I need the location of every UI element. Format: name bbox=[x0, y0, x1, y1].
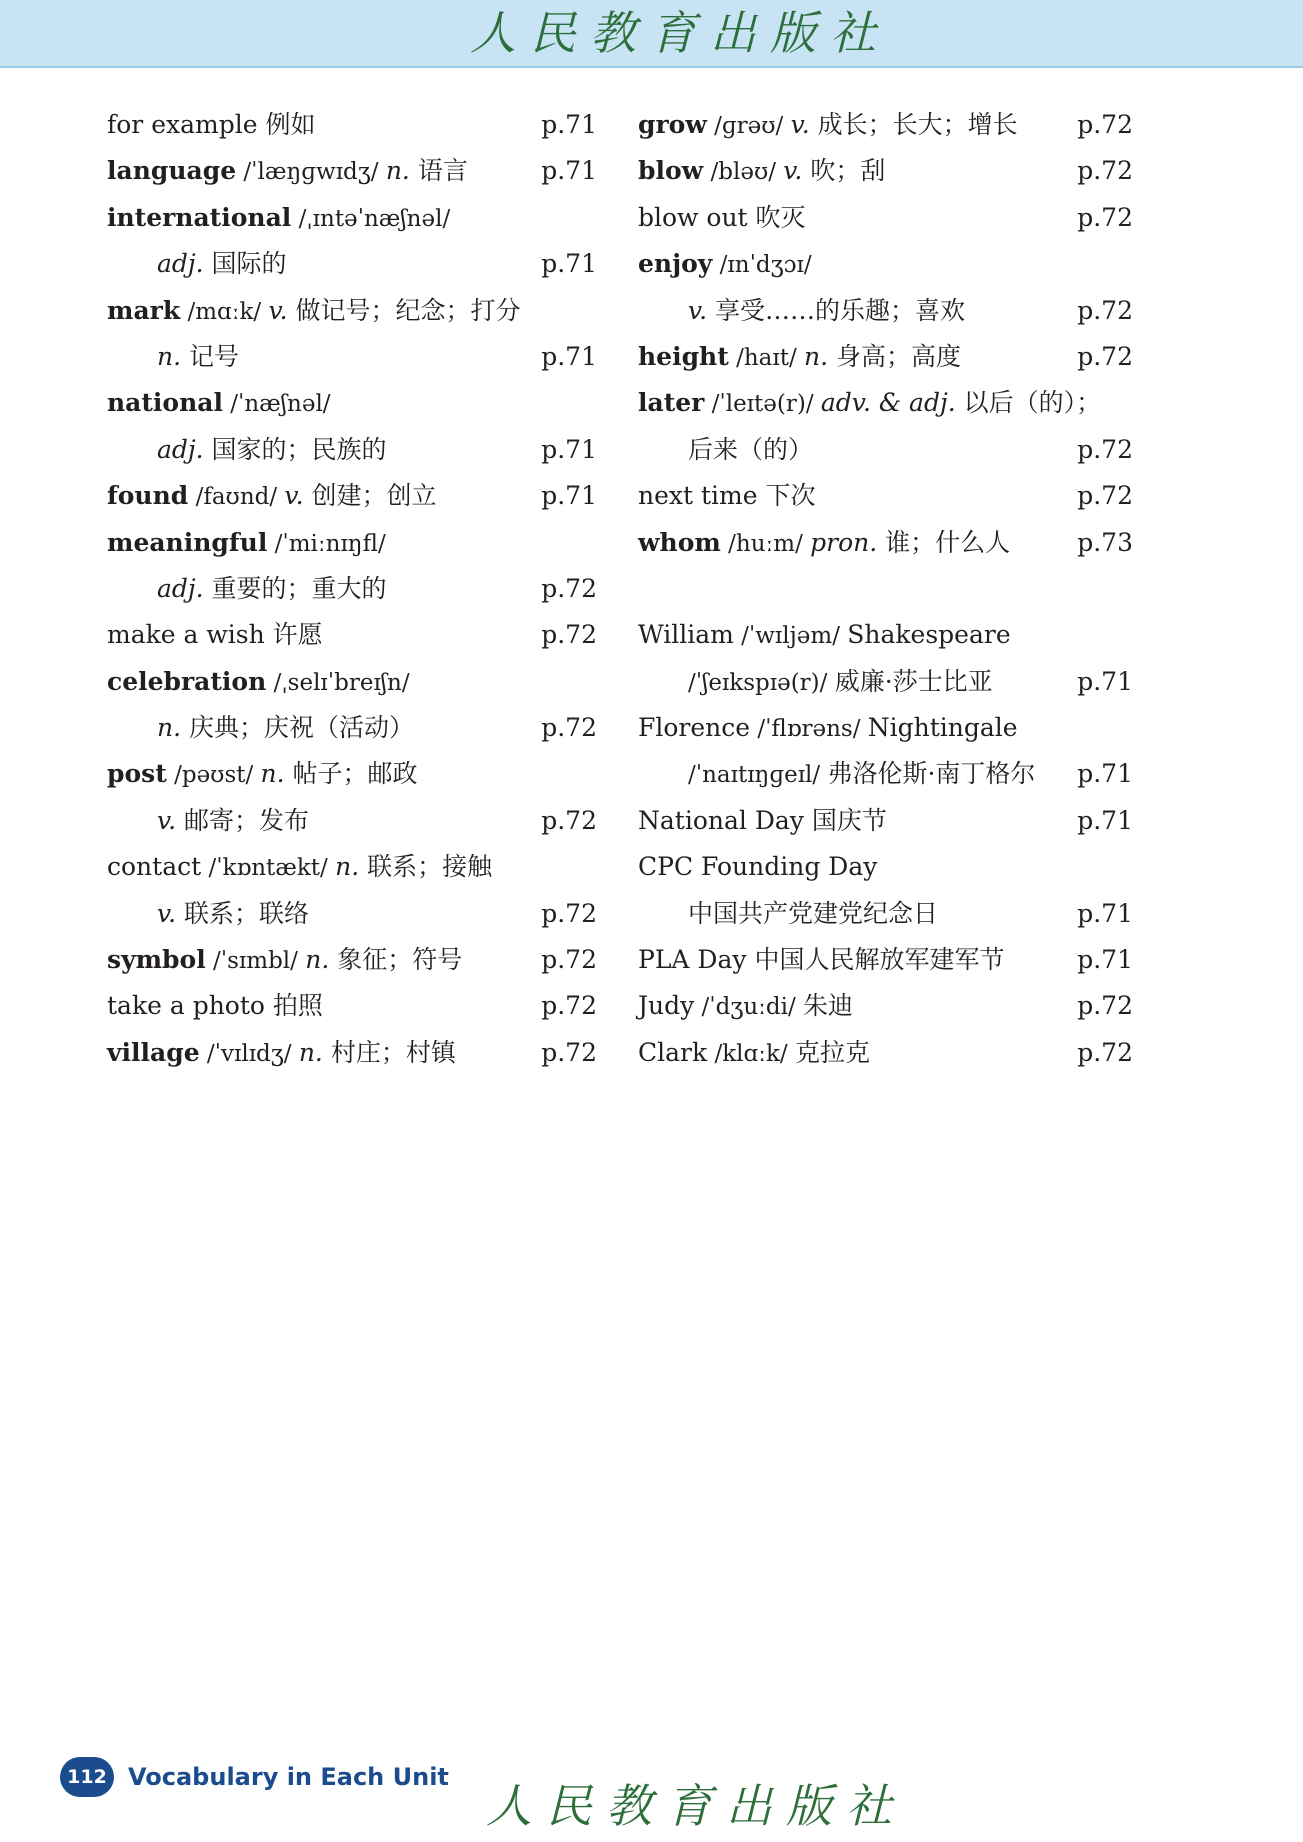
headword: later bbox=[638, 388, 705, 418]
vocab-entry-text bbox=[107, 983, 323, 1029]
part-of-speech: v. bbox=[157, 898, 177, 928]
entry-text: 村庄；村镇 bbox=[322, 1037, 456, 1067]
page-ref: p.71 bbox=[1077, 805, 1133, 835]
page-ref: p.72 bbox=[541, 991, 597, 1021]
vocab-entry-text bbox=[157, 798, 309, 844]
entry-text: 联系；接触 bbox=[359, 852, 493, 882]
vocab-entry bbox=[107, 195, 597, 241]
part-of-speech: v. bbox=[268, 295, 288, 325]
part-of-speech: v. bbox=[284, 481, 304, 511]
vocab-entry bbox=[638, 195, 1133, 241]
vocab-entry-text bbox=[638, 334, 961, 381]
headword: height bbox=[638, 341, 729, 371]
vocab-entry-text bbox=[638, 380, 1101, 427]
entry-text: 记号 bbox=[181, 341, 240, 371]
entry-text: 弗洛伦斯·南丁格尔 bbox=[827, 759, 1036, 789]
entry-text: Clark bbox=[638, 1037, 708, 1067]
vocab-entry bbox=[107, 705, 597, 751]
part-of-speech: adj. bbox=[157, 249, 204, 279]
phonetic: /huːm/ bbox=[720, 530, 811, 557]
vocab-entry bbox=[638, 983, 1133, 1029]
page-ref: p.72 bbox=[541, 805, 597, 835]
vocab-entry bbox=[638, 427, 1133, 473]
vocab-entry bbox=[638, 380, 1133, 426]
phonetic: /ɪnˈdʒɔɪ/ bbox=[712, 252, 812, 279]
phonetic: /ˈleɪtə(r)/ bbox=[704, 391, 821, 418]
entry-text: blow out 吹灭 bbox=[638, 202, 806, 232]
vocab-entry bbox=[107, 1030, 597, 1076]
part-of-speech: n. bbox=[157, 713, 182, 743]
vocab-entry bbox=[107, 983, 597, 1029]
part-of-speech: v. bbox=[688, 295, 708, 325]
page-ref: p.72 bbox=[1077, 156, 1133, 186]
page-ref: p.73 bbox=[1077, 527, 1133, 557]
page-ref: p.71 bbox=[541, 156, 597, 186]
headword: whom bbox=[638, 527, 721, 557]
entry-text: 庆典；庆祝（活动） bbox=[181, 713, 415, 743]
page-ref: p.72 bbox=[1077, 1037, 1133, 1067]
vocab-entry bbox=[638, 705, 1133, 751]
vocab-entry bbox=[107, 427, 597, 473]
vocab-entry bbox=[107, 937, 597, 983]
vocab-entry bbox=[107, 241, 597, 287]
vocab-entry bbox=[638, 844, 1133, 890]
part-of-speech: adv. & adj. bbox=[820, 388, 956, 418]
vocab-entry-text bbox=[107, 102, 315, 148]
entry-text: 国际的 bbox=[203, 249, 287, 279]
part-of-speech: v. bbox=[783, 156, 803, 186]
vocab-entry-text bbox=[688, 751, 1035, 798]
entry-text: 国家的；民族的 bbox=[203, 434, 387, 464]
vocab-entry-text bbox=[638, 798, 887, 844]
phonetic: /ˈsɪmbl/ bbox=[205, 948, 306, 975]
vocab-entry-text bbox=[638, 102, 1018, 149]
vocab-entry bbox=[638, 798, 1133, 844]
page-ref: p.72 bbox=[1077, 434, 1133, 464]
entry-text: 创建；创立 bbox=[303, 481, 437, 511]
part-of-speech: v. bbox=[157, 805, 177, 835]
entry-text: 邮寄；发布 bbox=[176, 805, 310, 835]
vocab-entry bbox=[638, 288, 1133, 334]
entry-text: 语言 bbox=[409, 156, 468, 186]
vocab-entry bbox=[638, 659, 1133, 705]
vocab-entry-text bbox=[638, 983, 853, 1030]
entry-text: for example 例如 bbox=[107, 110, 316, 139]
entry-text: 帖子；邮政 bbox=[284, 759, 418, 789]
vocab-entry-text bbox=[688, 891, 938, 937]
vocab-entry-text bbox=[107, 473, 436, 520]
headword: meaningful bbox=[107, 527, 268, 557]
page-ref: p.72 bbox=[1077, 341, 1133, 371]
publisher-logo-bottom: 人民教育出版社 bbox=[486, 1779, 906, 1833]
phonetic: /faʊnd/ bbox=[188, 484, 285, 511]
phonetic: /ˌɪntəˈnæʃnəl/ bbox=[291, 205, 451, 232]
entry-text: Shakespeare bbox=[847, 620, 1011, 650]
vocab-entry-text bbox=[107, 659, 410, 706]
vocab-entry bbox=[107, 148, 597, 194]
headword: language bbox=[107, 156, 237, 186]
entry-text: 做记号；纪念；打分 bbox=[287, 295, 521, 325]
entry-text: William bbox=[638, 620, 734, 650]
vocab-entry-text bbox=[107, 751, 418, 798]
vocab-entry bbox=[107, 844, 597, 890]
vocab-entry-text bbox=[638, 520, 1010, 567]
vocab-entry-text bbox=[157, 427, 387, 473]
entry-text: 中国共产党建党纪念日 bbox=[688, 898, 939, 928]
vocab-entry-text bbox=[157, 334, 239, 380]
phonetic: /mɑːk/ bbox=[180, 298, 269, 325]
entry-text: 联系；联络 bbox=[176, 898, 310, 928]
entry-text: 享受……的乐趣；喜欢 bbox=[707, 295, 966, 325]
vocab-entry-text bbox=[107, 937, 462, 984]
vocab-entry-text bbox=[638, 473, 815, 519]
vocab-entry-text bbox=[107, 612, 323, 658]
entry-text: take a photo 拍照 bbox=[107, 991, 323, 1021]
vocab-entry-text bbox=[688, 288, 965, 334]
vocab-entry-text bbox=[638, 705, 1018, 752]
vocab-entry bbox=[107, 473, 597, 519]
entry-text: 重要的；重大的 bbox=[203, 573, 387, 603]
vocab-entry bbox=[107, 566, 597, 612]
part-of-speech: n. bbox=[385, 156, 410, 186]
entry-text: 象征；符号 bbox=[329, 945, 463, 975]
vocab-entry-text bbox=[107, 380, 331, 427]
phonetic: /ˈvɪlɪdʒ/ bbox=[199, 1040, 299, 1067]
vocab-entry bbox=[107, 102, 597, 148]
page-ref: p.71 bbox=[541, 249, 597, 279]
page-ref: p.71 bbox=[1077, 759, 1133, 789]
vocab-entry bbox=[638, 102, 1133, 148]
phonetic: /bləʊ/ bbox=[703, 159, 784, 186]
entry-text: 吹；刮 bbox=[802, 156, 886, 186]
vocab-entry bbox=[638, 937, 1133, 983]
page-ref: p.72 bbox=[1077, 481, 1133, 511]
page-ref: p.71 bbox=[541, 481, 597, 511]
vocab-entry-text bbox=[157, 705, 414, 751]
part-of-speech: n. bbox=[298, 1037, 323, 1067]
entry-text: 以后（的）； bbox=[955, 388, 1102, 418]
entry-text: next time 下次 bbox=[638, 481, 816, 511]
phonetic: /ˈkɒntækt/ bbox=[201, 855, 336, 882]
headword: international bbox=[107, 202, 292, 232]
vocab-entry-text bbox=[638, 1030, 870, 1077]
vocab-entry-text bbox=[638, 195, 806, 241]
vocab-entry bbox=[638, 473, 1133, 519]
phonetic: /haɪt/ bbox=[728, 344, 805, 371]
vocab-entry bbox=[638, 891, 1133, 937]
vocab-entry-text bbox=[638, 844, 877, 890]
part-of-speech: n. bbox=[335, 852, 360, 882]
section-title: Vocabulary in Each Unit bbox=[128, 1763, 449, 1791]
entry-text: CPC Founding Day bbox=[638, 852, 878, 882]
vocabulary-column-left bbox=[107, 102, 597, 1076]
vocab-entry bbox=[107, 520, 597, 566]
page-ref: p.72 bbox=[541, 1037, 597, 1067]
page-number-badge: 112 bbox=[60, 1757, 114, 1797]
vocab-entry-text bbox=[638, 612, 1011, 659]
page-ref: p.72 bbox=[541, 898, 597, 928]
vocab-entry bbox=[107, 891, 597, 937]
page-ref: p.71 bbox=[541, 110, 597, 139]
vocab-entry bbox=[638, 1030, 1133, 1076]
page-ref: p.72 bbox=[1077, 295, 1133, 325]
vocab-entry-text bbox=[688, 659, 993, 706]
phonetic: /ˈlæŋɡwɪdʒ/ bbox=[236, 159, 386, 186]
vocab-entry bbox=[638, 612, 1133, 658]
phonetic: /ˈnæʃnəl/ bbox=[222, 391, 331, 418]
phonetic: /ˈmiːnɪŋfl/ bbox=[267, 530, 386, 557]
vocab-entry-text bbox=[107, 1030, 456, 1077]
headword: enjoy bbox=[638, 249, 713, 279]
part-of-speech: adj. bbox=[157, 573, 204, 603]
headword: found bbox=[107, 481, 189, 511]
entry-text: National Day 国庆节 bbox=[638, 805, 887, 835]
vocab-entry-text bbox=[638, 937, 1004, 983]
page-ref: p.71 bbox=[541, 341, 597, 371]
page-ref: p.71 bbox=[1077, 945, 1133, 975]
vocab-entry bbox=[107, 288, 597, 334]
publisher-logo-top: 人民教育出版社 bbox=[470, 6, 890, 60]
headword: post bbox=[107, 759, 167, 789]
vocab-entry bbox=[107, 612, 597, 658]
page-ref: p.72 bbox=[541, 620, 597, 650]
entry-text: Nightingale bbox=[867, 713, 1018, 743]
vocab-entry bbox=[107, 334, 597, 380]
vocab-entry-text bbox=[157, 241, 287, 287]
vocab-entry-text bbox=[688, 427, 813, 473]
page-ref: p.71 bbox=[1077, 898, 1133, 928]
phonetic: /ˈflɒrəns/ bbox=[750, 716, 868, 743]
entry-text: 威廉·莎士比亚 bbox=[834, 666, 993, 696]
page-ref: p.71 bbox=[1077, 666, 1133, 696]
vocab-entry bbox=[638, 566, 1133, 612]
page-ref: p.72 bbox=[1077, 991, 1133, 1021]
page-ref: p.72 bbox=[1077, 110, 1133, 139]
page-ref: p.72 bbox=[541, 573, 597, 603]
vocabulary-column-right bbox=[638, 102, 1133, 1076]
page-ref: p.72 bbox=[541, 945, 597, 975]
phonetic: /pəʊst/ bbox=[166, 762, 261, 789]
phonetic: /ˈwɪljəm/ bbox=[733, 623, 848, 650]
vocab-entry-text bbox=[157, 891, 309, 937]
headword: symbol bbox=[107, 945, 206, 975]
vocab-entry bbox=[107, 659, 597, 705]
vocab-entry bbox=[107, 798, 597, 844]
entry-text: contact bbox=[107, 852, 202, 882]
vocab-entry bbox=[638, 334, 1133, 380]
vocab-entry-text bbox=[107, 148, 468, 195]
headword: national bbox=[107, 388, 223, 418]
part-of-speech: adj. bbox=[157, 434, 204, 464]
part-of-speech: v. bbox=[790, 110, 810, 139]
entry-text: Judy bbox=[638, 991, 695, 1021]
vocab-entry bbox=[638, 148, 1133, 194]
part-of-speech: pron. bbox=[810, 527, 878, 557]
headword: grow bbox=[638, 110, 707, 139]
phonetic: /klɑːk/ bbox=[707, 1040, 795, 1067]
vocab-entry bbox=[638, 751, 1133, 797]
phonetic: /ˈdʒuːdi/ bbox=[694, 994, 804, 1021]
vocab-entry-text bbox=[107, 195, 450, 242]
entry-text: Florence bbox=[638, 713, 751, 743]
phonetic: /ɡrəʊ/ bbox=[706, 113, 791, 139]
headword: blow bbox=[638, 156, 704, 186]
vocab-entry-text bbox=[107, 288, 521, 335]
part-of-speech: n. bbox=[804, 341, 829, 371]
vocab-entry bbox=[107, 380, 597, 426]
part-of-speech: n. bbox=[157, 341, 182, 371]
headword: celebration bbox=[107, 666, 267, 696]
vocab-entry-text bbox=[107, 844, 492, 891]
vocab-entry-text bbox=[157, 566, 387, 612]
part-of-speech: n. bbox=[260, 759, 285, 789]
entry-text: make a wish 许愿 bbox=[107, 620, 323, 650]
entry-text: 克拉克 bbox=[794, 1037, 870, 1067]
headword: mark bbox=[107, 295, 181, 325]
headword: village bbox=[107, 1037, 200, 1067]
vocab-entry-text bbox=[638, 241, 812, 288]
entry-text: 朱迪 bbox=[803, 991, 854, 1021]
vocab-entry bbox=[638, 520, 1133, 566]
phonetic: /ˌselɪˈbreɪʃn/ bbox=[266, 669, 410, 696]
phonetic: /ˈnaɪtɪŋɡeɪl/ bbox=[688, 762, 828, 789]
phonetic: /ˈʃeɪkspɪə(r)/ bbox=[688, 669, 835, 696]
vocab-entry-text bbox=[107, 520, 386, 567]
entry-text: 谁；什么人 bbox=[877, 527, 1011, 557]
entry-text: 后来（的） bbox=[688, 434, 814, 464]
vocab-entry bbox=[107, 751, 597, 797]
entry-text: 成长；长大；增长 bbox=[809, 110, 1018, 139]
vocab-entry bbox=[638, 241, 1133, 287]
page-ref: p.72 bbox=[1077, 202, 1133, 232]
vocab-entry-text bbox=[638, 148, 885, 195]
entry-text: PLA Day 中国人民解放军建军节 bbox=[638, 945, 1005, 975]
page-ref: p.71 bbox=[541, 434, 597, 464]
entry-text: 身高；高度 bbox=[828, 341, 962, 371]
part-of-speech: n. bbox=[305, 945, 330, 975]
page-ref: p.72 bbox=[541, 713, 597, 743]
